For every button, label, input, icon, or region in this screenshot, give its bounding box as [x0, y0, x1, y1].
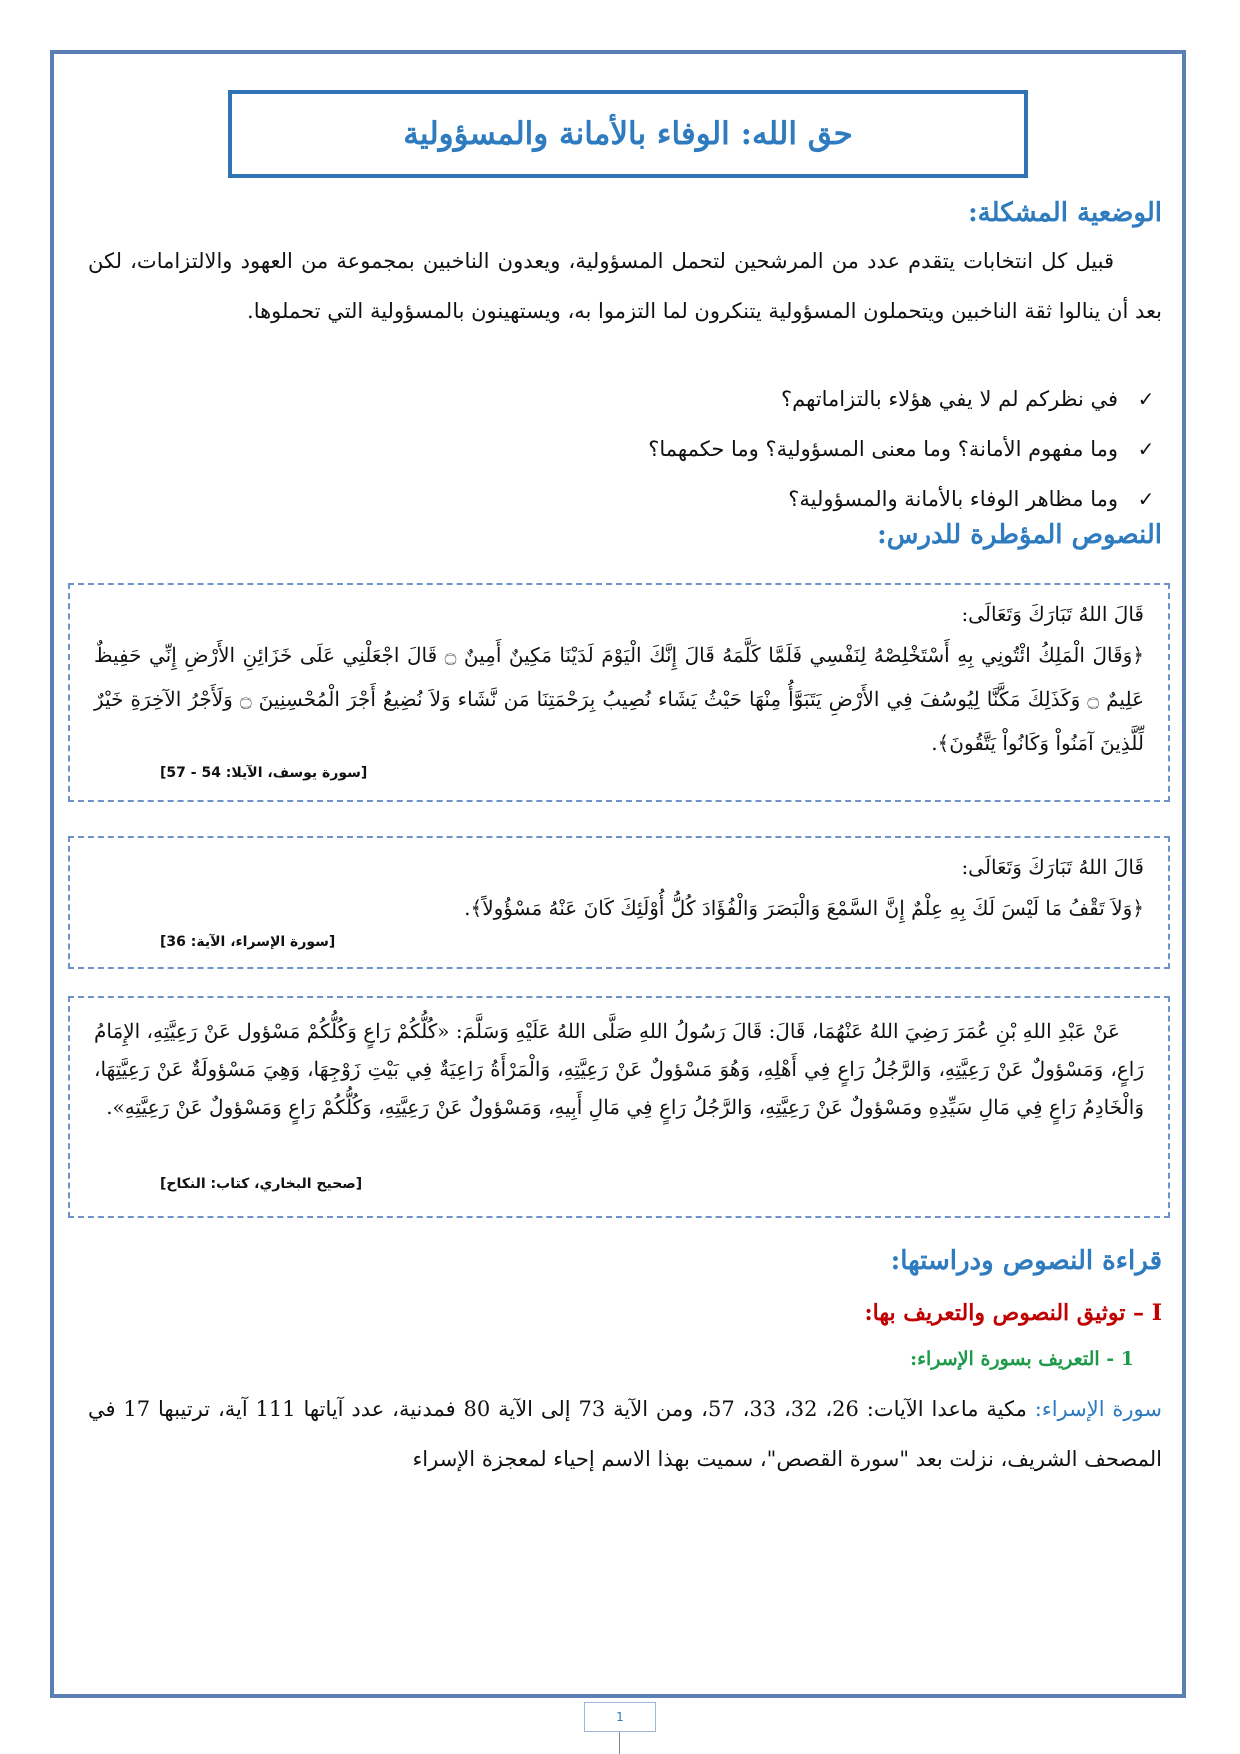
check-icon: ✓	[1137, 437, 1155, 461]
page-number: 1	[584, 1702, 656, 1732]
box1-intro: قَالَ اللهُ تَبَارَكَ وَتَعَالَى:	[961, 602, 1144, 626]
box1-verse: ﴿وَقَالَ الْمَلِكُ ائْتُونِي بِهِ أَسْتَخْلِصْهُ لِنَفْسِي فَلَمَّا كَلَّمَهُ قَالَ إِنَّكَ الْيَوْمَ لَدَيْنَا مَكِينٌ أَمِينٌ ۝ قَالَ اجْعَلْنِي عَلَى خَزَائِنِ الأَرْضِ إِنِّي حَفِيظٌ عَلِيمٌ ۝ وَكَذَلِكَ مَكَّنَّا لِيُوسُفَ فِي الأَرْضِ يَتَبَوَّأُ مِنْهَا حَيْثُ يَشَاء نُصِيبُ بِرَحْمَتِنَا مَن نَّشَاء وَلاَ نُضِيعُ أَجْرَ الْمُحْسِنِينَ ۝ وَلَأَجْرُ الآخِرَةِ خَيْرٌ لِّلَّذِينَ آمَنُواْ وَكَانُواْ يَتَّقُونَ﴾.	[94, 643, 1145, 755]
surah-name-term: سورة الإسراء:	[1034, 1397, 1162, 1421]
box2-intro: قَالَ اللهُ تَبَارَكَ وَتَعَالَى:	[961, 855, 1144, 879]
problem-heading: الوضعية المشكلة:	[968, 198, 1162, 228]
box1-reference: [سورة يوسف، الآيلا: 54 - 57]	[160, 765, 368, 781]
check-icon: ✓	[1137, 487, 1155, 511]
page-number-line	[619, 1732, 620, 1754]
box2-reference: [سورة الإسراء، الآية: 36]	[160, 934, 336, 950]
quran-box-isra	[68, 836, 1170, 969]
documentation-heading: I – توثيق النصوص والتعريف بها:	[864, 1300, 1162, 1326]
problem-text: قبيل كل انتخابات يتقدم عدد من المرشحين لتحمل المسؤولية، ويعدون الناخبين بمجموعة من العهود والالتزامات، لكن بعد أن ينالوا ثقة الناخبين ويتحملون المسؤولية يتنكرون لما التزموا به، ويستهينون بالمسؤولية التي تحملوها.	[88, 249, 1162, 323]
quran-box-yusuf	[68, 583, 1170, 802]
hadith-box	[68, 996, 1170, 1218]
surah-intro-body: مكية ماعدا الآيات: 26، 32، 33، 57، ومن الآية 73 إلى الآية 80 فمدنية، عدد آياتها 111 آية، ترتيبها 17 في المصحف الشريف، نزلت بعد "سورة القصص"، سميت بهذا الاسم إحياء لمعجزة الإسراء	[88, 1397, 1162, 1471]
surah-intro-heading: 1 - التعريف بسورة الإسراء:	[910, 1348, 1134, 1370]
questions-list	[648, 374, 1162, 524]
question-text: في نظركم لم لا يفي هؤلاء بالتزاماتهم؟	[780, 387, 1118, 411]
hadith-reference: [صحيح البخاري، كتاب: النكاح]	[160, 1176, 363, 1192]
check-icon: ✓	[1137, 387, 1155, 411]
question-item	[648, 424, 1162, 474]
surah-intro-text	[88, 1384, 1162, 1484]
hadith-text: عَنْ عَبْدِ اللهِ بْنِ عُمَرَ رَضِيَ اللهُ عَنْهُمَا، قَالَ: قَالَ رَسُولُ اللهِ صَلَّى اللهُ عَلَيْهِ وَسَلَّمَ: «كُلُّكُمْ رَاعٍ وَكُلُّكُمْ مَسْؤول عَنْ رَعِيَّتِهِ، الإِمَامُ رَاعٍ، وَمَسْؤولٌ عَنْ رَعِيَّتِهِ، وَالرَّجُلُ رَاعٍ فِي أَهْلِهِ، وَهُوَ مَسْؤولٌ عَنْ رَعِيَّتِهِ، وَالْمَرْأَةُ رَاعِيَةٌ فِي بَيْتِ زَوْجِهَا، وَهِيَ مَسْؤولَةٌ عَنْ رَعِيَّتِهَا، وَالْخَادِمُ رَاعٍ فِي مَالِ سَيِّدِهِ ومَسْؤولٌ عَنْ رَعِيَّتِهِ، وَالرَّجُلُ رَاعٍ فِي مَالِ أَبِيهِ، وَمَسْؤولٌ عَنْ رَعِيَّتِهِ، وَكُلُّكُمْ رَاعٍ وَمَسْؤولٌ عَنْ رَعِيَّتِهِ».	[94, 1019, 1144, 1119]
reading-heading: قراءة النصوص ودراستها:	[890, 1246, 1162, 1276]
question-item	[648, 374, 1162, 424]
question-item	[648, 474, 1162, 524]
texts-heading: النصوص المؤطرة للدرس:	[877, 520, 1162, 550]
box2-verse: ﴿وَلاَ تَقْفُ مَا لَيْسَ لَكَ بِهِ عِلْمٌ إِنَّ السَّمْعَ وَالْبَصَرَ وَالْفُؤَادَ كُلُّ أُوْلَئِكَ كَانَ عَنْهُ مَسْؤُولاً﴾.	[464, 896, 1144, 920]
question-text: وما مفهوم الأمانة؟ وما معنى المسؤولية؟ وما حكمهما؟	[648, 437, 1118, 461]
question-text: وما مظاهر الوفاء بالأمانة والمسؤولية؟	[788, 487, 1118, 511]
title-box	[228, 90, 1028, 178]
page-title: حق الله: الوفاء بالأمانة والمسؤولية	[403, 116, 853, 152]
